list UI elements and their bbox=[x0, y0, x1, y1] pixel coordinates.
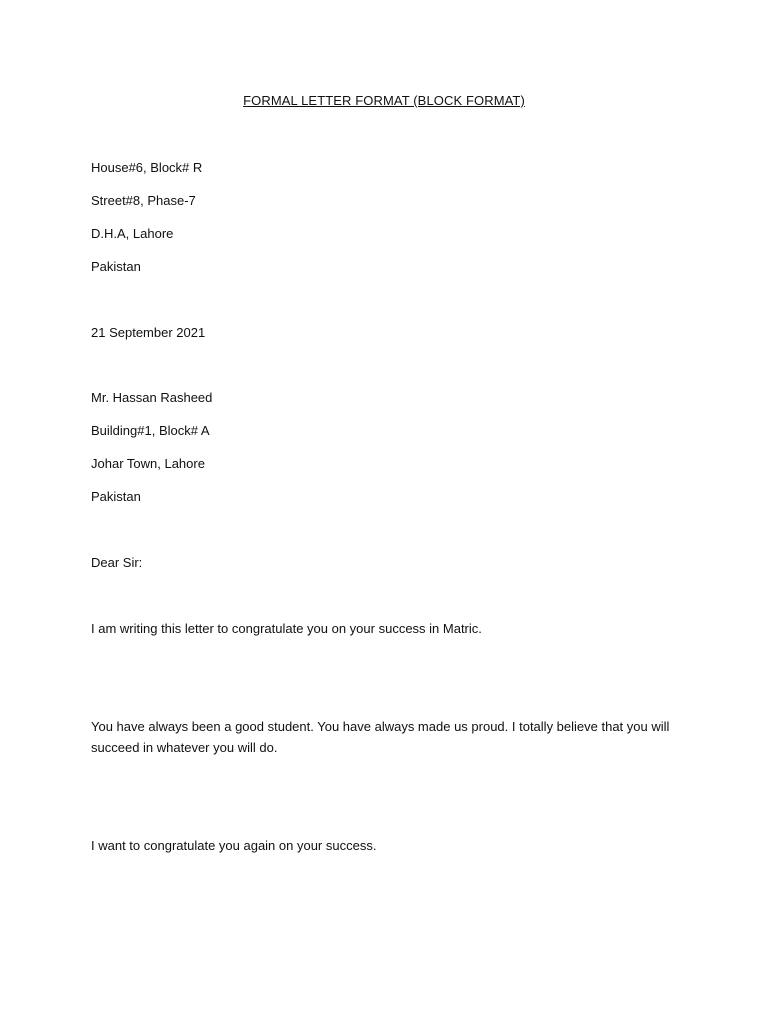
recipient-name: Mr. Hassan Rasheed bbox=[91, 390, 213, 405]
sender-address-line-4: Pakistan bbox=[91, 259, 141, 274]
sender-address-line-3: D.H.A, Lahore bbox=[91, 226, 174, 241]
sender-address-line-1: House#6, Block# R bbox=[91, 160, 203, 175]
recipient-address-line-1: Building#1, Block# A bbox=[91, 423, 210, 438]
body-paragraph-2: You have always been a good student. You have always made us proud. I totally believe that you will succeed in whatever you will do. bbox=[91, 719, 670, 755]
body-paragraph-1: I am writing this letter to congratulate you on your success in Matric. bbox=[91, 621, 482, 636]
recipient-address-line-3: Pakistan bbox=[91, 489, 141, 504]
salutation: Dear Sir: bbox=[91, 555, 143, 570]
recipient-address-line-2: Johar Town, Lahore bbox=[91, 456, 205, 471]
document-title: FORMAL LETTER FORMAT (BLOCK FORMAT) bbox=[243, 93, 525, 108]
letter-date: 21 September 2021 bbox=[91, 325, 206, 340]
body-paragraph-3: I want to congratulate you again on your success. bbox=[91, 838, 377, 853]
sender-address-line-2: Street#8, Phase-7 bbox=[91, 193, 196, 208]
